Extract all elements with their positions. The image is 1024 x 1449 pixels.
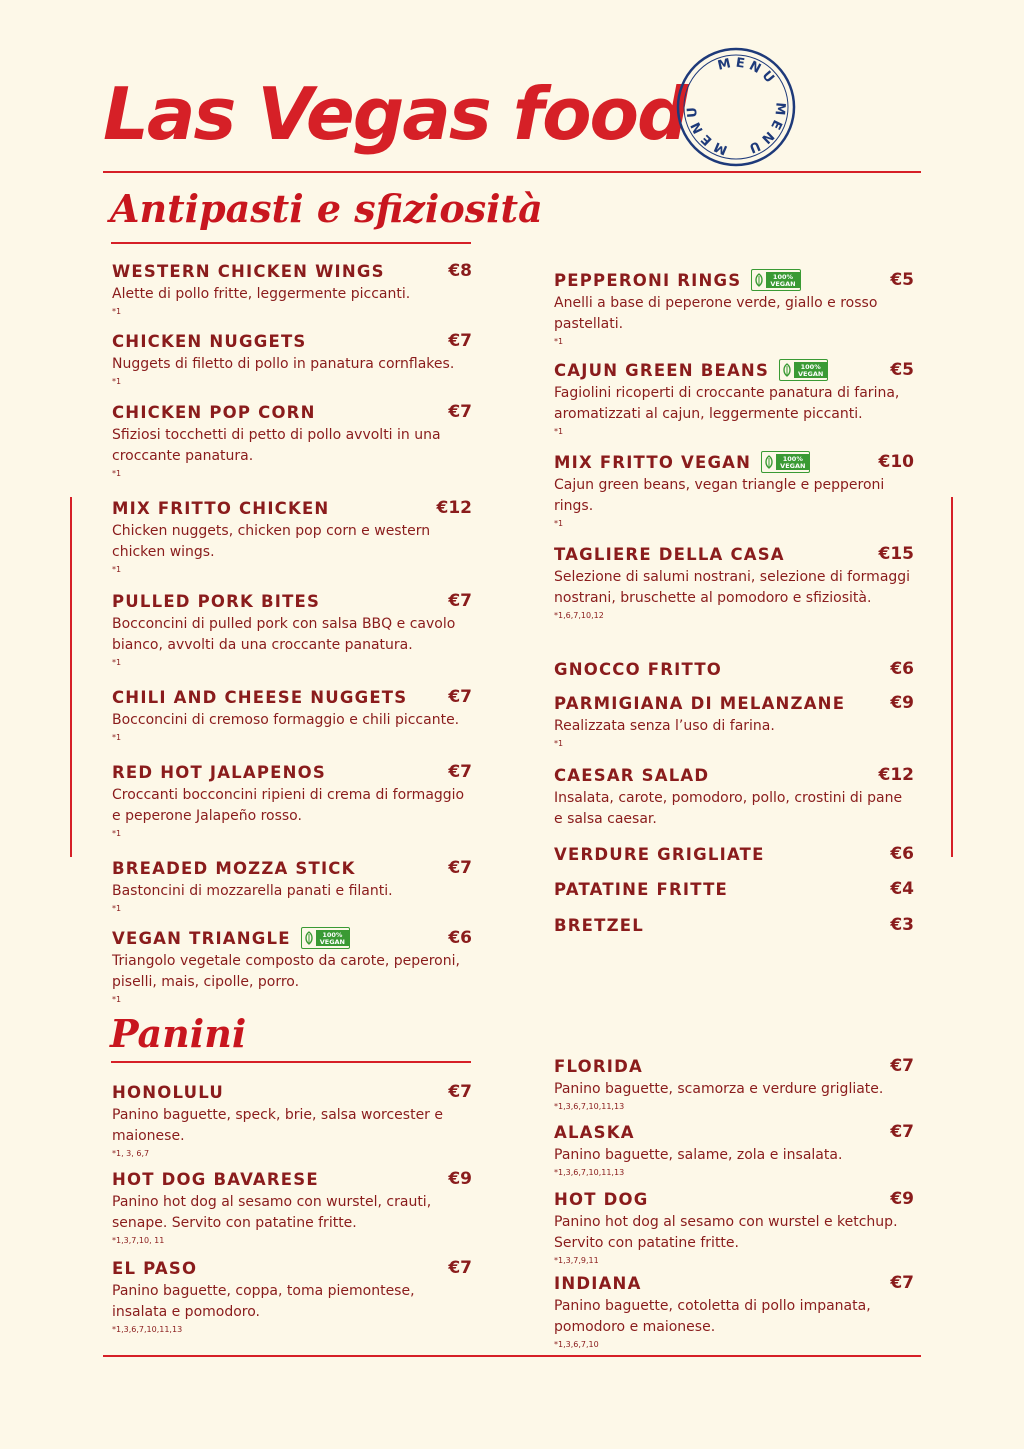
item-price: €7	[448, 687, 472, 707]
item-name	[554, 1123, 635, 1142]
item-name	[112, 1170, 319, 1189]
menu-item	[112, 761, 472, 839]
item-allergens: *1,3,7,10, 11	[112, 1236, 165, 1245]
item-allergens: *1,3,6,7,10	[554, 1340, 599, 1349]
item-name	[554, 916, 644, 935]
item-description: Panino baguette, cotoletta di pollo impanata, pomodoro e maionese.	[554, 1298, 871, 1335]
item-allergens: *1	[112, 904, 122, 913]
vegan-badge-line1: 100%	[322, 931, 343, 939]
item-allergens: *1,3,7,9,11	[554, 1256, 599, 1265]
leaf-icon	[752, 271, 766, 289]
panini-underline	[111, 1061, 471, 1063]
item-name	[112, 332, 306, 351]
item-description: Selezione di salumi nostrani, selezione di formaggi nostrani, bruschette al pomodoro e sfiziosità.	[554, 569, 911, 606]
item-description: Bastoncini di mozzarella panati e filanti.	[112, 883, 393, 899]
item-allergens: *1	[112, 307, 122, 316]
item-price: €3	[890, 915, 914, 935]
item-price: €7	[890, 1122, 914, 1142]
item-allergens: *1	[112, 565, 122, 574]
item-name	[112, 499, 329, 518]
item-name-text: EL PASO	[112, 1258, 198, 1278]
item-allergens: *1,3,6,7,10,11,13	[554, 1102, 625, 1111]
item-allergens: *1	[554, 337, 564, 346]
item-name-text: CHICKEN POP CORN	[112, 402, 316, 422]
item-price: €7	[448, 331, 472, 351]
stamp-text-3: MENU	[684, 102, 730, 158]
item-description: Realizzata senza l’uso di farina.	[554, 718, 775, 734]
brand-title: Las Vegas food	[103, 72, 687, 156]
svg-text:MENU	[743, 102, 787, 157]
vegan-badge	[751, 269, 800, 291]
footer-divider	[103, 1355, 921, 1357]
svg-text:MENU	[685, 103, 730, 158]
item-description: Bocconcini di cremoso formaggio e chili piccante.	[112, 712, 460, 728]
vegan-badge-line1: 100%	[800, 363, 821, 371]
item-price: €12	[878, 765, 914, 785]
vegan-badge-line2: VEGAN	[770, 280, 796, 288]
item-description: Panino baguette, speck, brie, salsa worcester e maionese.	[112, 1107, 443, 1144]
item-name-text: CHILI AND CHEESE NUGGETS	[112, 687, 408, 707]
menu-item	[554, 878, 914, 900]
item-price: €5	[890, 360, 914, 380]
item-name	[554, 660, 722, 679]
item-allergens: *1	[112, 469, 122, 478]
menu-item	[112, 1081, 472, 1159]
menu-item	[112, 686, 472, 743]
item-price: €10	[878, 452, 914, 472]
item-name-text: INDIANA	[554, 1273, 642, 1293]
item-name	[112, 1259, 197, 1278]
item-name	[554, 545, 785, 564]
item-name	[554, 1057, 643, 1076]
vegan-badge-line1: 100%	[782, 455, 803, 463]
menu-item	[112, 1168, 472, 1246]
item-price: €7	[448, 1258, 472, 1278]
item-price: €9	[448, 1169, 472, 1189]
item-description: Croccanti bocconcini ripieni di crema di formaggio e peperone Jalapeño rosso.	[112, 787, 465, 824]
menu-item	[554, 692, 914, 749]
item-name-text: PULLED PORK BITES	[112, 591, 321, 611]
item-price: €6	[448, 928, 472, 948]
item-name-text: HOT DOG BAVARESE	[112, 1169, 319, 1189]
item-price: €7	[448, 591, 472, 611]
item-price: €5	[890, 270, 914, 290]
item-allergens: *1, 3, 6,7	[112, 1149, 150, 1158]
item-price: €7	[890, 1056, 914, 1076]
leaf-icon	[762, 453, 776, 471]
item-price: €7	[448, 762, 472, 782]
item-name	[554, 1190, 649, 1209]
item-name-text: BRETZEL	[554, 915, 644, 935]
header-divider	[103, 171, 921, 173]
item-allergens: *1,6,7,10,12	[554, 611, 604, 620]
vegan-badge-line1: 100%	[772, 273, 794, 281]
menu-item	[554, 451, 914, 529]
item-description: Alette di pollo fritte, leggermente piccanti.	[112, 286, 411, 302]
item-allergens: *1	[554, 519, 564, 528]
menu-item	[112, 260, 472, 317]
menu-item	[554, 1055, 914, 1112]
item-description: Anelli a base di peperone verde, giallo e rosso pastellati.	[554, 295, 878, 332]
item-description: Bocconcini di pulled pork con salsa BBQ e cavolo bianco, avvolti da una croccante panatura.	[112, 616, 456, 653]
menu-item	[554, 269, 914, 347]
vegan-badge-line2: VEGAN	[798, 370, 824, 378]
item-name	[554, 451, 810, 473]
item-name-text: MIX FRITTO CHICKEN	[112, 498, 330, 518]
item-name	[554, 694, 845, 713]
vegan-badge	[301, 927, 350, 949]
item-description: Panino baguette, coppa, toma piemontese, insalata e pomodoro.	[112, 1283, 415, 1320]
antipasti-title: Antipasti e sfiziosità	[110, 186, 543, 231]
item-name-text: BREADED MOZZA STICK	[112, 858, 356, 878]
item-name-text: MIX FRITTO VEGAN	[554, 452, 752, 472]
item-name-text: ALASKA	[554, 1122, 635, 1142]
item-price: €6	[890, 844, 914, 864]
menu-item	[112, 1257, 472, 1335]
item-price: €12	[436, 498, 472, 518]
item-price: €7	[890, 1273, 914, 1293]
panini-title: Panini	[110, 1011, 247, 1056]
item-name	[112, 592, 320, 611]
item-allergens: *1	[554, 427, 564, 436]
item-description: Nuggets di filetto di pollo in panatura cornflakes.	[112, 356, 455, 372]
menu-item	[554, 658, 914, 680]
item-name	[554, 766, 709, 785]
item-description: Panino hot dog al sesamo con wurstel, crauti, senape. Servito con patatine fritte.	[112, 1194, 432, 1231]
menu-item	[112, 857, 472, 914]
item-price: €9	[890, 1189, 914, 1209]
menu-item	[112, 401, 472, 479]
stamp-text-1: MENU	[716, 55, 780, 90]
item-description: Fagiolini ricoperti di croccante panatura di farina, aromatizzati al cajun, leggermente piccanti.	[554, 385, 900, 422]
item-allergens: *1	[112, 733, 122, 742]
menu-item	[554, 1272, 914, 1350]
item-allergens: *1	[554, 739, 564, 748]
item-name	[554, 845, 765, 864]
item-name-text: GNOCCO FRITTO	[554, 659, 722, 679]
right-side-rule	[951, 497, 953, 857]
item-price: €7	[448, 858, 472, 878]
item-name	[112, 1083, 224, 1102]
item-name	[112, 927, 350, 949]
item-name-text: PEPPERONI RINGS	[554, 270, 742, 290]
item-price: €7	[448, 402, 472, 422]
leaf-icon	[780, 361, 794, 379]
item-allergens: *1	[112, 829, 122, 838]
item-name	[554, 269, 801, 291]
item-name	[554, 880, 728, 899]
menu-item	[554, 914, 914, 936]
item-allergens: *1	[112, 995, 122, 1004]
menu-item	[554, 543, 914, 621]
left-side-rule	[70, 497, 72, 857]
vegan-badge	[761, 451, 810, 473]
item-name-text: VERDURE GRIGLIATE	[554, 844, 765, 864]
item-name-text: VEGAN TRIANGLE	[112, 928, 291, 948]
item-name-text: HOT DOG	[554, 1189, 649, 1209]
menu-item	[112, 330, 472, 387]
item-name	[554, 359, 828, 381]
item-name-text: CAJUN GREEN BEANS	[554, 360, 770, 380]
item-name	[112, 859, 356, 878]
menu-stamp	[676, 32, 796, 182]
item-description: Triangolo vegetale composto da carote, peperoni, piselli, mais, cipolle, porro.	[112, 953, 460, 990]
menu-item	[112, 497, 472, 575]
item-description: Cajun green beans, vegan triangle e pepperoni rings.	[554, 477, 885, 514]
item-price: €4	[890, 879, 914, 899]
item-description: Panino baguette, scamorza e verdure grigliate.	[554, 1081, 884, 1097]
leaf-icon	[302, 929, 316, 947]
item-allergens: *1	[112, 377, 122, 386]
vegan-badge-line2: VEGAN	[780, 462, 806, 470]
item-name-text: PARMIGIANA DI MELANZANE	[554, 693, 846, 713]
item-price: €9	[890, 693, 914, 713]
item-name-text: CAESAR SALAD	[554, 765, 710, 785]
item-name	[112, 688, 407, 707]
vegan-badge-line2: VEGAN	[319, 938, 345, 946]
item-name-text: TAGLIERE DELLA CASA	[554, 544, 785, 564]
item-name-text: CHICKEN NUGGETS	[112, 331, 307, 351]
item-name	[554, 1274, 642, 1293]
stamp-text-2: MENU	[743, 101, 788, 157]
item-name-text: WESTERN CHICKEN WINGS	[112, 261, 385, 281]
menu-item	[112, 590, 472, 668]
menu-item	[554, 843, 914, 865]
item-name	[112, 262, 385, 281]
menu-item	[112, 927, 472, 1005]
item-price: €15	[878, 544, 914, 564]
menu-item	[554, 764, 914, 830]
item-name-text: RED HOT JALAPENOS	[112, 762, 326, 782]
menu-item	[554, 1121, 914, 1178]
item-name	[112, 763, 326, 782]
item-name-text: HONOLULU	[112, 1082, 224, 1102]
vegan-badge	[779, 359, 828, 381]
item-allergens: *1,3,6,7,10,11,13	[112, 1325, 183, 1334]
item-price: €6	[890, 659, 914, 679]
menu-item	[554, 359, 914, 437]
item-description: Chicken nuggets, chicken pop corn e western chicken wings.	[112, 523, 431, 560]
item-name-text: FLORIDA	[554, 1056, 643, 1076]
item-allergens: *1,3,6,7,10,11,13	[554, 1168, 625, 1177]
antipasti-underline	[111, 242, 471, 244]
item-description: Panino hot dog al sesamo con wurstel e ketchup. Servito con patatine fritte.	[554, 1214, 898, 1251]
item-description: Insalata, carote, pomodoro, pollo, crostini di pane e salsa caesar.	[554, 790, 903, 827]
item-price: €7	[448, 1082, 472, 1102]
item-name-text: PATATINE FRITTE	[554, 879, 729, 899]
menu-item	[554, 1188, 914, 1266]
item-description: Panino baguette, salame, zola e insalata.	[554, 1147, 843, 1163]
item-description: Sfiziosi tocchetti di petto di pollo avvolti in una croccante panatura.	[112, 427, 441, 464]
item-price: €8	[448, 261, 472, 281]
item-name	[112, 403, 316, 422]
item-allergens: *1	[112, 658, 122, 667]
